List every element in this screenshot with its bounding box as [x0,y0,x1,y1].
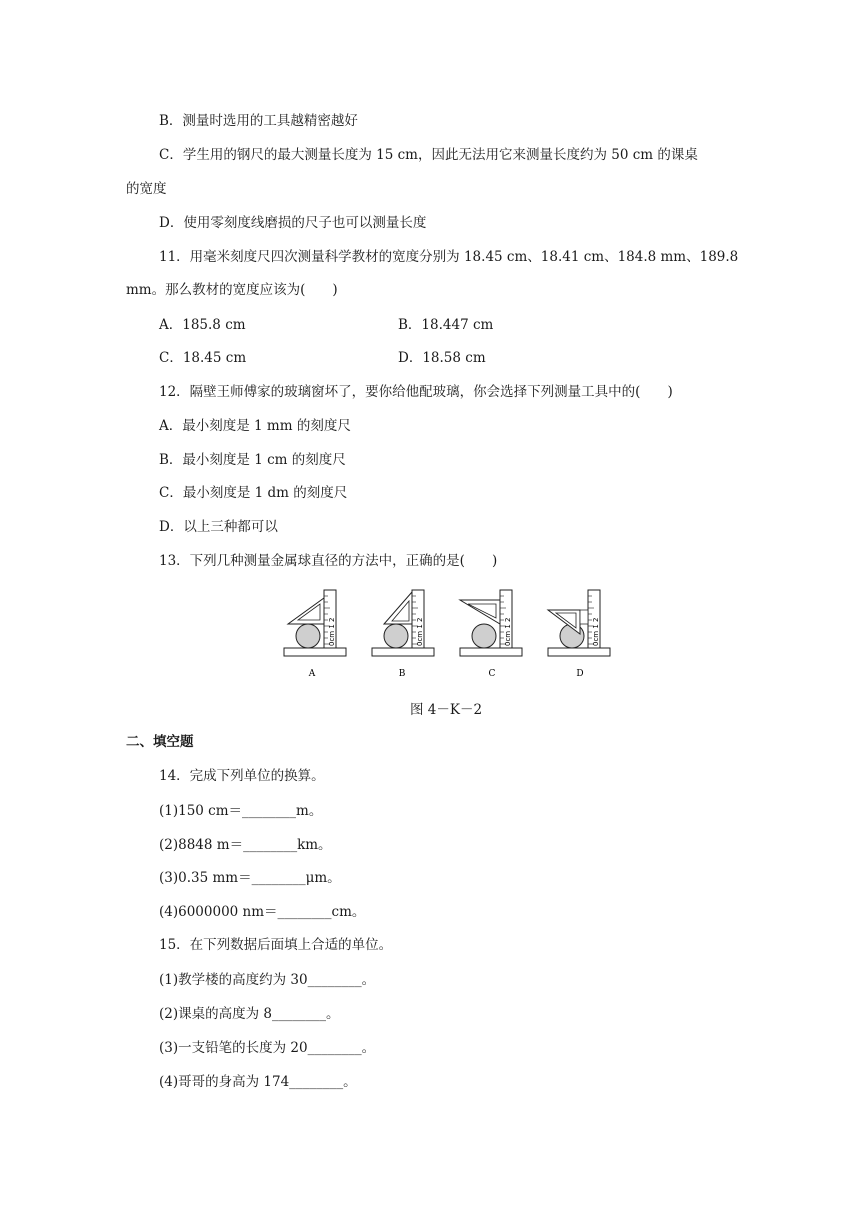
figure-option-b [372,590,434,679]
q10-option-b: B．测量时选用的工具越精密越好 [159,113,358,129]
q15-item-3: (3)一支铅笔的长度为 20________。 [159,1040,376,1056]
q12-option-a: A．最小刻度是 1 mm 的刻度尺 [159,418,351,434]
ball-measurement-figure [278,584,618,684]
q11-option-b: B．18.447 cm [398,317,494,333]
figure-label-d: D [576,669,584,679]
q13-stem: 13．下列几种测量金属球直径的方法中，正确的是( ) [159,553,498,569]
figure-option-d [548,590,610,679]
q14-stem: 14．完成下列单位的换算。 [159,768,325,784]
q11-stem-line1: 11．用毫米刻度尺四次测量科学教材的宽度分别为 18.45 cm、18.41 cm、184.8 mm、189.8 [159,249,739,265]
ruler-scale-b: 0cm 1 2 [416,617,424,646]
q15-item-1: (1)教学楼的高度约为 30________。 [159,972,376,988]
q11-stem-line2: mm。那么教材的宽度应该为( ) [126,282,338,298]
figure-label-b: B [398,669,406,679]
ruler-scale-c: 0cm 1 2 [504,617,512,646]
ruler-scale-a: 0cm 1 2 [328,617,336,646]
q12-stem: 12．隔壁王师傅家的玻璃窗坏了，要你给他配玻璃，你会选择下列测量工具中的( ) [159,384,673,400]
q14-item-3: (3)0.35 mm＝________μm。 [159,870,341,886]
figure-label-a: A [308,669,316,679]
figure-caption: 图 4－K－2 [410,702,483,718]
ruler-scale-d: 0cm 1 2 [592,617,600,646]
q14-item-2: (2)8848 m＝________km。 [159,837,332,853]
q12-option-c: C．最小刻度是 1 dm 的刻度尺 [159,485,348,501]
q15-stem: 15．在下列数据后面填上合适的单位。 [159,937,393,953]
q12-option-b: B．最小刻度是 1 cm 的刻度尺 [159,452,346,468]
q10-option-c-line2: 的宽度 [126,181,167,197]
q10-option-d: D．使用零刻度线磨损的尺子也可以测量长度 [159,215,427,231]
q14-item-1: (1)150 cm＝________m。 [159,803,323,819]
section-title-fill-in: 二、填空题 [126,734,194,750]
q12-option-d: D．以上三种都可以 [159,519,278,535]
q14-item-4: (4)6000000 nm＝________cm。 [159,904,366,920]
q11-option-a: A．185.8 cm [159,317,246,333]
figure-option-a [284,590,346,679]
q11-option-c: C．18.45 cm [159,350,247,366]
figure-option-c [460,590,522,679]
q11-option-d: D．18.58 cm [398,350,486,366]
figure-label-c: C [488,669,496,679]
q10-option-c-line1: C．学生用的钢尺的最大测量长度为 15 cm，因此无法用它来测量长度约为 50 cm 的课桌 [159,147,698,163]
q15-item-2: (2)课桌的高度为 8________。 [159,1006,340,1022]
q15-item-4: (4)哥哥的身高为 174________。 [159,1074,357,1090]
